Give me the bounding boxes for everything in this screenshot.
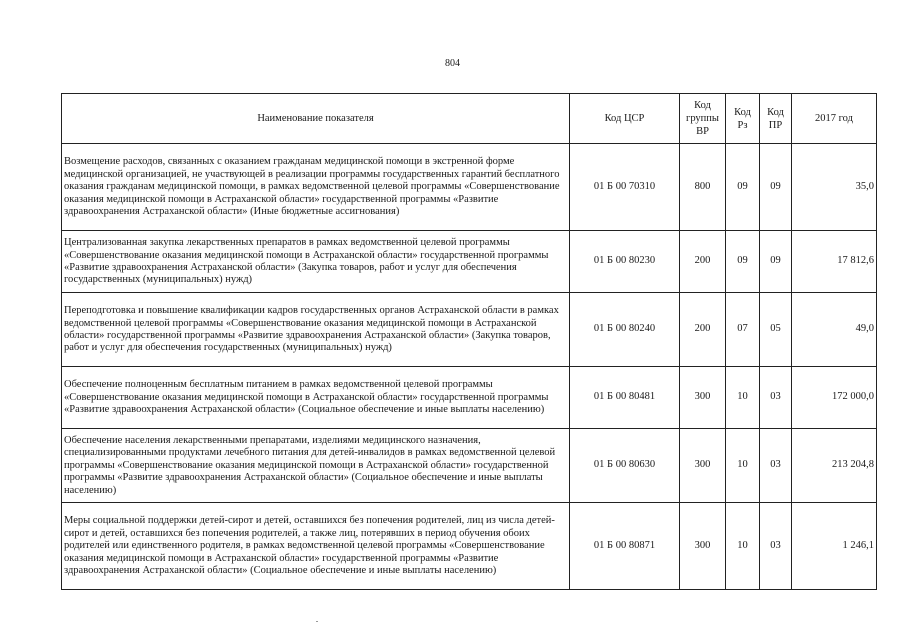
header-rz: Код Рз bbox=[726, 94, 760, 144]
header-name: Наименование показателя bbox=[62, 94, 570, 144]
row-csr: 01 Б 00 80481 bbox=[570, 367, 680, 429]
row-amount: 172 000,0 bbox=[792, 367, 877, 429]
header-csr: Код ЦСР bbox=[570, 94, 680, 144]
row-csr: 01 Б 00 80240 bbox=[570, 293, 680, 367]
row-csr: 01 Б 00 80630 bbox=[570, 429, 680, 503]
row-name: Меры социальной поддержки детей-сирот и детей, оставшихся без попечения родителей, лиц из числа детей-сирот и детей, оставшихся без попечения родителей, а также лиц, потерявших в период обучения обоих родителей или единственного родителя, в рамках ведомственной целевой программы «Совершенствование оказания медицинской помощи в Астраханской области» государственной программы «Развитие здравоохранения Астраханской области» (Социальное обеспечение и иные выплаты населению) bbox=[62, 503, 570, 590]
row-amount: 49,0 bbox=[792, 293, 877, 367]
row-pr: 09 bbox=[760, 231, 792, 293]
table-row bbox=[62, 231, 877, 293]
row-pr: 03 bbox=[760, 429, 792, 503]
row-rz: 10 bbox=[726, 429, 760, 503]
row-pr: 03 bbox=[760, 367, 792, 429]
row-rz: 09 bbox=[726, 144, 760, 231]
row-amount: 1 246,1 bbox=[792, 503, 877, 590]
header-year: 2017 год bbox=[792, 94, 877, 144]
header-pr: Код ПР bbox=[760, 94, 792, 144]
row-name: Обеспечение населения лекарственными препаратами, изделиями медицинского назначения, специализированными продуктами лечебного питания для детей-инвалидов в рамках ведомственной целевой программы «Совершенствование оказания медицинской помощи в Астраханской области» государственной программы «Развитие здравоохранения Астраханской области» (Социальное обеспечение и иные выплаты населению) bbox=[62, 429, 570, 503]
row-name: Централизованная закупка лекарственных препаратов в рамках ведомственной целевой программы «Совершенствование оказания медицинской помощи в Астраханской области» государственной программы «Развитие здравоохранения Астраханской области» (Закупка товаров, работ и услуг для обеспечения государственных (муниципальных) нужд) bbox=[62, 231, 570, 293]
row-vr: 200 bbox=[680, 231, 726, 293]
row-vr: 300 bbox=[680, 367, 726, 429]
row-csr: 01 Б 00 80871 bbox=[570, 503, 680, 590]
table-row bbox=[62, 429, 877, 503]
row-rz: 09 bbox=[726, 231, 760, 293]
row-amount: 17 812,6 bbox=[792, 231, 877, 293]
table-row bbox=[62, 367, 877, 429]
header-vr: Код группы ВР bbox=[680, 94, 726, 144]
row-pr: 09 bbox=[760, 144, 792, 231]
row-amount: 35,0 bbox=[792, 144, 877, 231]
row-name: Возмещение расходов, связанных с оказанием гражданам медицинской помощи в экстренной форме медицинской организацией, не участвующей в реализации программы государственных гарантий бесплатного оказания гражданам медицинской помощи, в рамках ведомственной целевой программы «Совершенствование оказания медицинской помощи в Астраханской области» государственной программы «Развитие здравоохранения Астраханской области» (Иные бюджетные ассигнования) bbox=[62, 144, 570, 231]
row-rz: 07 bbox=[726, 293, 760, 367]
row-rz: 10 bbox=[726, 367, 760, 429]
row-amount: 213 204,8 bbox=[792, 429, 877, 503]
table-row bbox=[62, 503, 877, 590]
row-pr: 05 bbox=[760, 293, 792, 367]
scan-speck bbox=[316, 621, 318, 622]
row-vr: 200 bbox=[680, 293, 726, 367]
row-vr: 300 bbox=[680, 429, 726, 503]
row-rz: 10 bbox=[726, 503, 760, 590]
row-csr: 01 Б 00 70310 bbox=[570, 144, 680, 231]
row-name: Переподготовка и повышение квалификации кадров государственных органов Астраханской области в рамках ведомственной целевой программы «Совершенствование оказания медицинской помощи в Астраханской области» государственной программы «Развитие здравоохранения Астраханской области» (Закупка товаров, работ и услуг для обеспечения государственных (муниципальных) нужд) bbox=[62, 293, 570, 367]
row-pr: 03 bbox=[760, 503, 792, 590]
header-row bbox=[62, 94, 877, 144]
page-number: 804 bbox=[445, 58, 460, 69]
table-row bbox=[62, 293, 877, 367]
row-csr: 01 Б 00 80230 bbox=[570, 231, 680, 293]
table-row bbox=[62, 144, 877, 231]
row-vr: 800 bbox=[680, 144, 726, 231]
budget-table bbox=[61, 93, 877, 590]
row-name: Обеспечение полноценным бесплатным питанием в рамках ведомственной целевой программы «Совершенствование оказания медицинской помощи в Астраханской области» государственной программы «Развитие здравоохранения Астраханской области» (Социальное обеспечение и иные выплаты населению) bbox=[62, 367, 570, 429]
row-vr: 300 bbox=[680, 503, 726, 590]
